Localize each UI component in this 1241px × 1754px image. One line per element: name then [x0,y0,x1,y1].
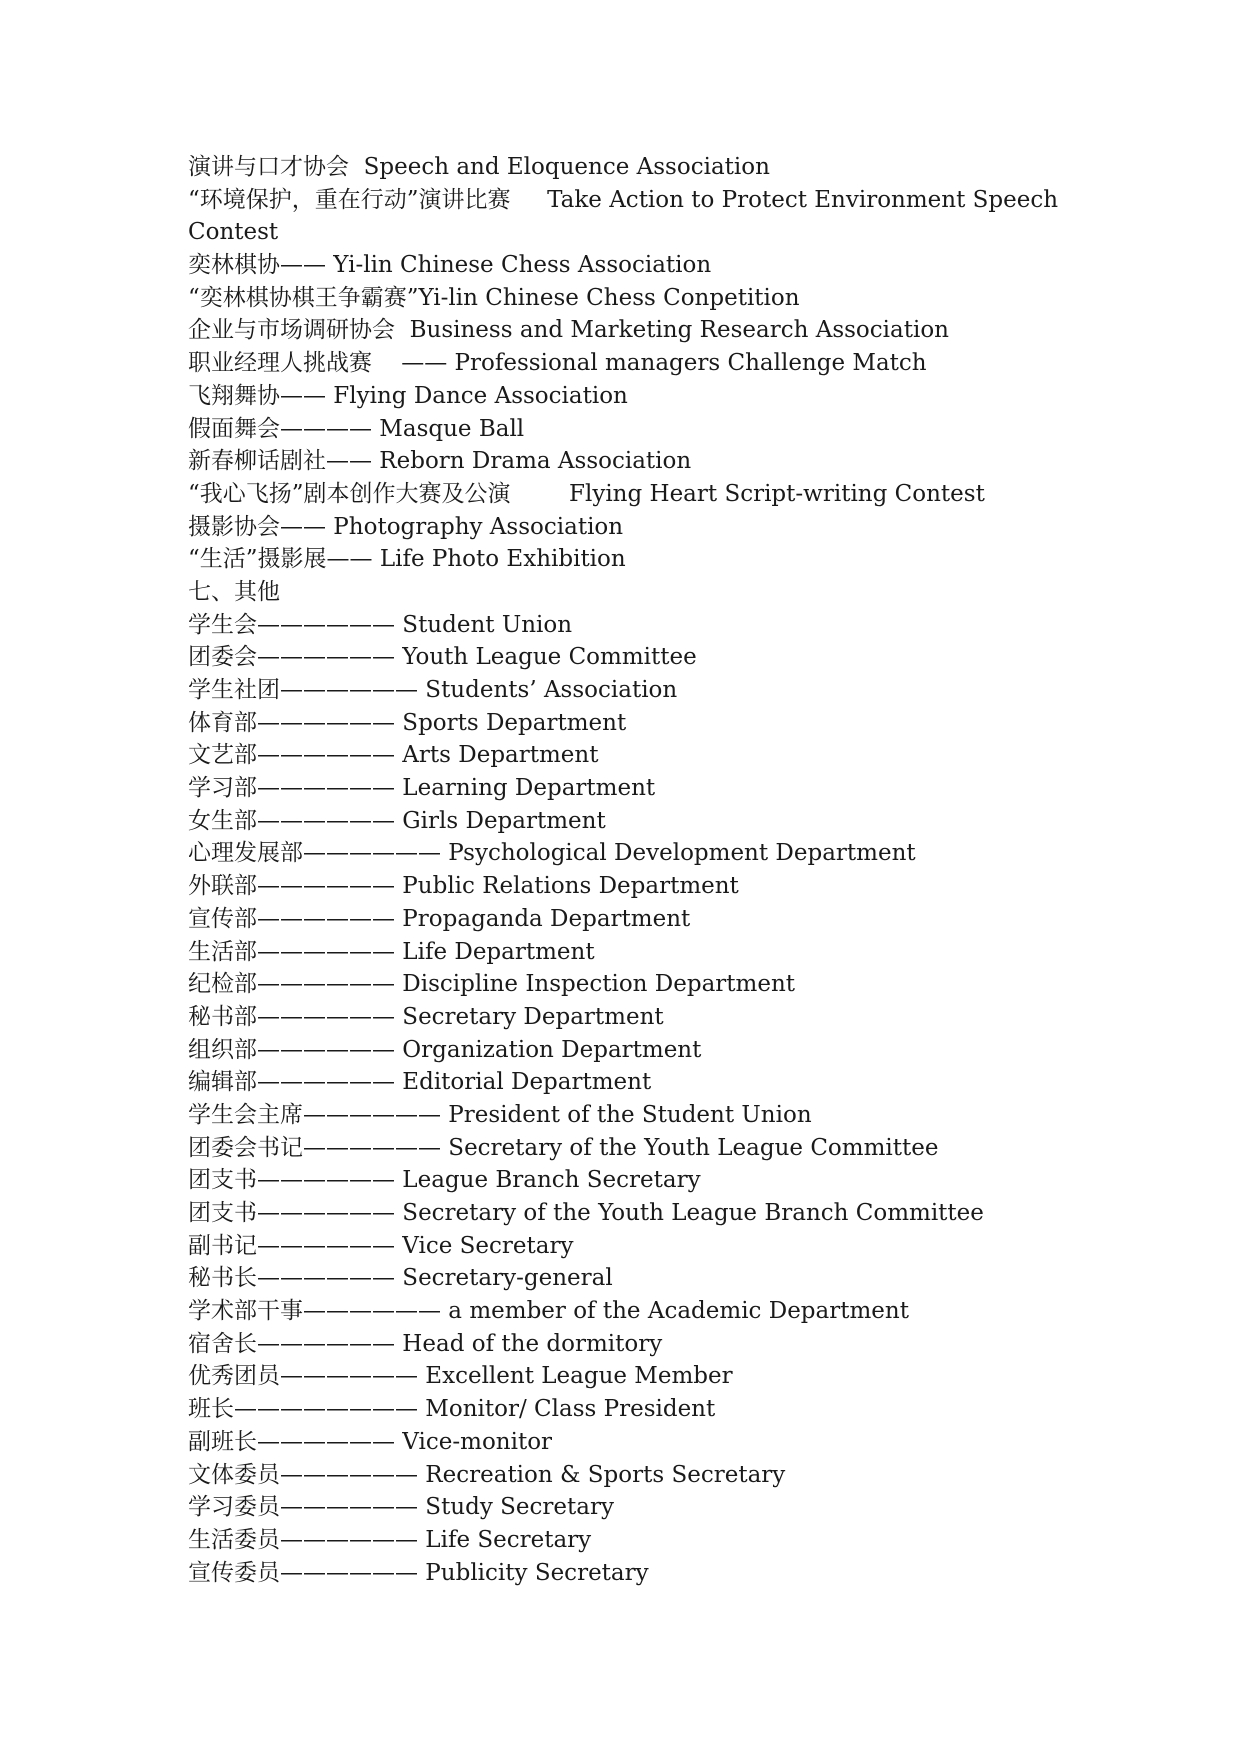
text-line: 体育部—————— Sports Department [188,709,627,736]
text-line: Contest [188,219,279,246]
text-line: 生活委员—————— Life Secretary [188,1526,592,1553]
text-line: 摄影协会—— Photography Association [188,513,624,540]
text-line: 女生部—————— Girls Department [188,807,606,834]
text-line: “奕林棋协棋王争霸赛”Yi-lin Chinese Chess Conpetition [188,284,800,311]
text-line: 学习部—————— Learning Department [188,775,656,802]
text-line: 学生会—————— Student Union [188,611,573,638]
text-line: 学习委员—————— Study Secretary [188,1494,614,1521]
text-line: 奕林棋协—— Yi-lin Chinese Chess Association [188,252,712,279]
section-heading: 七、其他 [188,578,280,605]
text-line: 组织部—————— Organization Department [188,1036,702,1063]
text-line: 秘书部—————— Secretary Department [188,1003,664,1030]
text-line: 文艺部—————— Arts Department [188,742,599,769]
text-line: 纪检部—————— Discipline Inspection Department [188,971,796,998]
text-line: 秘书长—————— Secretary-general [188,1265,613,1292]
text-line: 团委会书记—————— Secretary of the Youth League Committee [188,1134,939,1161]
text-line: 班长———————— Monitor/ Class President [188,1396,716,1423]
text-line: 宣传部—————— Propaganda Department [188,905,691,932]
text-line: 生活部—————— Life Department [188,938,595,965]
text-line: 假面舞会———— Masque Ball [188,415,525,442]
text-line: 新春柳话剧社—— Reborn Drama Association [188,448,692,475]
document-body [188,151,1068,1589]
text-line: 副班长—————— Vice-monitor [188,1428,553,1455]
text-line: 学术部干事—————— a member of the Academic Department [188,1298,909,1325]
text-line: 优秀团员—————— Excellent League Member [188,1363,733,1390]
text-line: 学生会主席—————— President of the Student Union [188,1101,812,1128]
text-line: 飞翔舞协—— Flying Dance Association [188,382,628,409]
text-line: “我心飞扬”剧本创作大赛及公演 Flying Heart Script-writing Contest [188,480,985,507]
text-line: 心理发展部—————— Psychological Development Department [188,840,916,867]
text-line: 团支书—————— League Branch Secretary [188,1167,701,1194]
text-line: 学生社团—————— Students’ Association [188,677,678,703]
text-line: 文体委员—————— Recreation & Sports Secretary [188,1461,786,1488]
text-line: 演讲与口才协会 Speech and Eloquence Association [188,154,770,180]
text-line: 外联部—————— Public Relations Department [188,873,739,900]
text-line: “环境保护，重在行动”演讲比赛 Take Action to Protect Environment Speech [188,186,1059,213]
text-line: 团支书—————— Secretary of the Youth League Branch Committee [188,1200,984,1226]
text-line: “生活”摄影展—— Life Photo Exhibition [188,546,626,573]
text-line: 编辑部—————— Editorial Department [188,1069,652,1096]
text-line: 宿舍长—————— Head of the dormitory [188,1330,663,1357]
text-line: 企业与市场调研协会 Business and Marketing Research Association [188,317,949,344]
text-line: 团委会—————— Youth League Committee [188,644,697,671]
text-line: 宣传委员—————— Publicity Secretary [188,1559,649,1586]
text-line: 副书记—————— Vice Secretary [188,1232,574,1259]
text-line: 职业经理人挑战赛 —— Professional managers Challenge Match [188,350,927,377]
